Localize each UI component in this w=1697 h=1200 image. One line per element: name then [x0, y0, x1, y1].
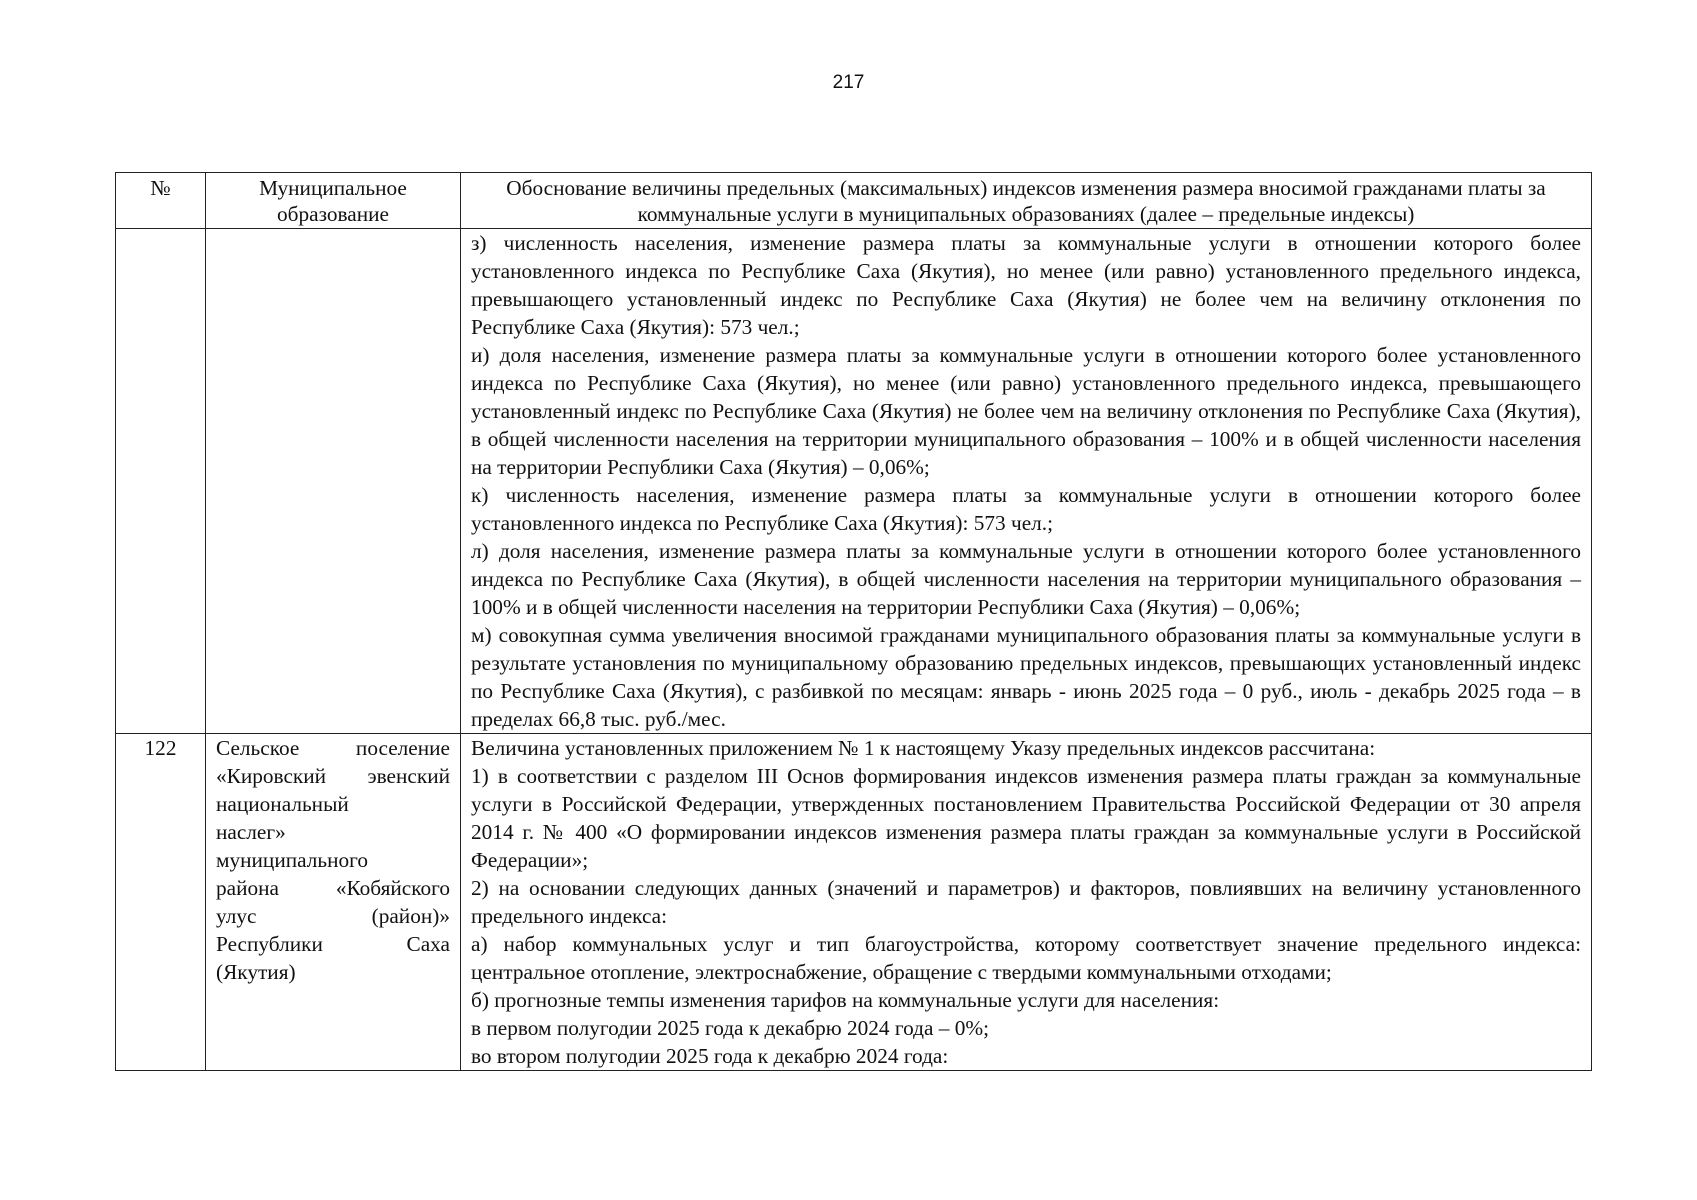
paragraph-2: 2) на основании следующих данных (значений и параметров) и факторов, повлиявших на величину установленного предельного индекса:: [471, 876, 1581, 928]
header-num: №: [116, 173, 206, 229]
row-municipality-cell: [206, 734, 461, 1071]
municipality-line: Сельское поселение: [216, 736, 450, 760]
paragraph-z: з) численность населения, изменение размера платы за коммунальные услуги в отношении которого более установленного индекса по Республике Саха (Якутия), но менее (или равно) установленного предельного индекса, превышающего установленный индекс по Республике Саха (Якутия) не более чем на величину отклонения по Республике Саха (Якутия): 573 чел.;: [471, 231, 1581, 339]
header-justification: Обоснование величины предельных (максимальных) индексов изменения размера вносимой гражданами платы за коммунальные услуги в муниципальных образованиях (далее – предельные индексы): [461, 173, 1592, 229]
paragraph-a: а) набор коммунальных услуг и тип благоустройства, которому соответствует значение предельного индекса: центральное отопление, электроснабжение, обращение с твердыми коммунальными отходами;: [471, 932, 1581, 984]
paragraph-i: и) доля населения, изменение размера платы за коммунальные услуги в отношении которого более установленного индекса по Республике Саха (Якутия), но менее (или равно) установленного предельного индекса, превышающего установленный индекс по Республике Саха (Якутия) не более чем на величину отклонения по Республике Саха (Якутия), в общей численности населения на территории муниципального образования – 100% и в общей численности населения на территории Республики Саха (Якутия) – 0,06%;: [471, 343, 1581, 479]
municipality-line: (Якутия): [216, 960, 296, 984]
paragraph-1: 1) в соответствии с разделом III Основ формирования индексов изменения размера платы граждан за коммунальные услуги в Российской Федерации, утвержденных постановлением Правительства Российской Федерации от 30 апреля 2014 г. № 400 «О формировании индексов изменения размера платы граждан за коммунальные услуги в Российской Федерации»;: [471, 764, 1581, 872]
municipality-line: наслег»: [216, 820, 286, 844]
municipality-line: Республики Саха: [216, 932, 450, 956]
indices-table: [115, 172, 1592, 1071]
paragraph-m: м) совокупная сумма увеличения вносимой гражданами муниципального образования платы за коммунальные услуги в результате установления по муниципальному образованию предельных индексов, превышающих установленный индекс по Республике Саха (Якутия), с разбивкой по месяцам: январь - июнь 2025 года – 0 руб., июль - декабрь 2025 года – в пределах 66,8 тыс. руб./мес.: [471, 623, 1581, 731]
municipality-line: улус (район)»: [216, 904, 450, 928]
row-num-cell: [116, 229, 206, 734]
municipality-line: «Кировский эвенский: [216, 764, 450, 788]
paragraph-intro: Величина установленных приложением № 1 к настоящему Указу предельных индексов рассчитана:: [471, 736, 1376, 760]
paragraph-b: б) прогнозные темпы изменения тарифов на коммунальные услуги для населения:: [471, 988, 1220, 1012]
row-municipality-cell: [206, 229, 461, 734]
paragraph-l: л) доля населения, изменение размера платы за коммунальные услуги в отношении которого более установленного индекса по Республике Саха (Якутия), в общей численности населения на территории муниципального образования – 100% и в общей численности населения на территории Республики Саха (Якутия) – 0,06%;: [471, 539, 1581, 619]
paragraph-second-half: во втором полугодии 2025 года к декабрю 2024 года:: [471, 1044, 949, 1068]
paragraph-k: к) численность населения, изменение размера платы за коммунальные услуги в отношении которого более установленного индекса по Республике Саха (Якутия): 573 чел.;: [471, 483, 1581, 535]
header-municipality: Муниципальное образование: [206, 173, 461, 229]
table-row-continued: [116, 229, 1592, 734]
page-number: 217: [832, 72, 865, 93]
row-justification-cell: [461, 229, 1592, 734]
municipality-line: муниципального: [216, 848, 368, 872]
municipality-line: национальный: [216, 792, 349, 816]
table-row-122: [116, 734, 1592, 1071]
row-num-cell: 122: [116, 734, 206, 1071]
municipality-line: района «Кобяйского: [216, 876, 450, 900]
paragraph-first-half: в первом полугодии 2025 года к декабрю 2024 года – 0%;: [471, 1016, 990, 1040]
table-header-row: [116, 173, 1592, 229]
row-justification-cell: [461, 734, 1592, 1071]
